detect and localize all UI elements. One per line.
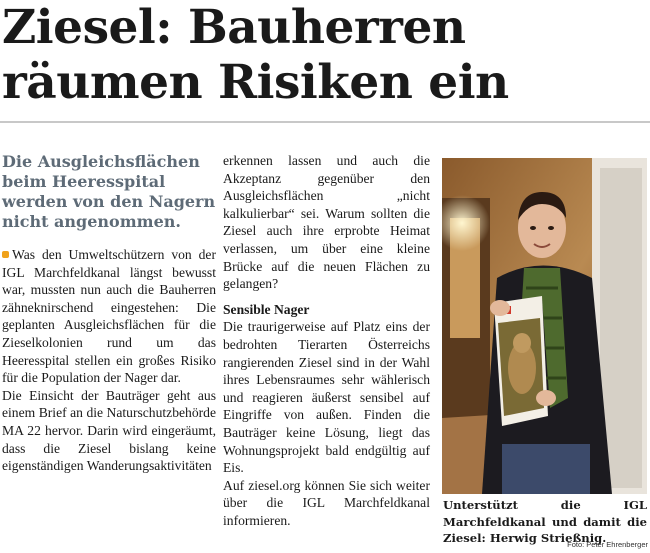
headline-line-1: Ziesel: Bauherren [2,0,466,55]
body-paragraph-5: Auf ziesel.org können Sie sich weiter über die IGL Marchfeldkanal informieren. [223,477,430,528]
article-photo [442,158,647,494]
article-column-1 [2,152,216,475]
body-paragraph-1-text: Was den Umweltschützern von der IGL Marchfeldkanal längst bewusst war, mussten nun auch die Bauherren zähneknirschend eingestehen: Die geplanten Ausgleichsflächen für die Zieselkolonien rund um das Heeresspital stellen ein großes Risiko für die Population der Nager dar. [2,247,216,386]
photo-caption: Unterstützt die IGL Marchfeldkanal und damit die Ziesel: Herwig Strießnig. [443,498,647,545]
body-paragraph-1 [2,246,216,387]
body-paragraph-2: Die Einsicht der Bauträger geht aus einem Brief an die Naturschutzbehörde MA 22 hervor. Darin wird eingeräumt, dass die Ziesel bislang keine eigenständigen Wanderungsaktivitäten [2,387,216,474]
photo-credit: Foto: Peter Ehrenberger [567,540,648,549]
article-column-2 [223,152,430,529]
lead-paragraph: Die Ausgleichsflächen beim Heeresspital werden von den Nagern nicht angenommen. [2,152,216,231]
body-paragraph-3: erkennen lassen und auch die Akzeptanz gegenüber den Ausgleichsflächen „nicht kalkulierbar“ sei. Warum sollten die Ziesel auch ihre erprobte Heimat verlassen, um über eine kleine Brücke auf die neuen Flächen zu gelangen? [223,153,430,292]
divider-rule [0,121,650,123]
subheading: Sensible Nager [223,301,310,317]
headline [2,0,648,110]
bullet-icon [2,251,9,258]
headline-line-2: räumen Risiken ein [2,55,509,110]
body-paragraph-4: Die traurigerweise auf Platz eins der bedrohten Tierarten Österreichs rangierenden Ziesel sind in der Wahl ihres Lebensraumes sehr wählerisch und reagieren äußerst sensibel auf Eingriffe von außen. Finden die Bauträger keine Lösung, liegt das Wohnungsprojekt bald endgültig auf Eis. [223,319,430,476]
